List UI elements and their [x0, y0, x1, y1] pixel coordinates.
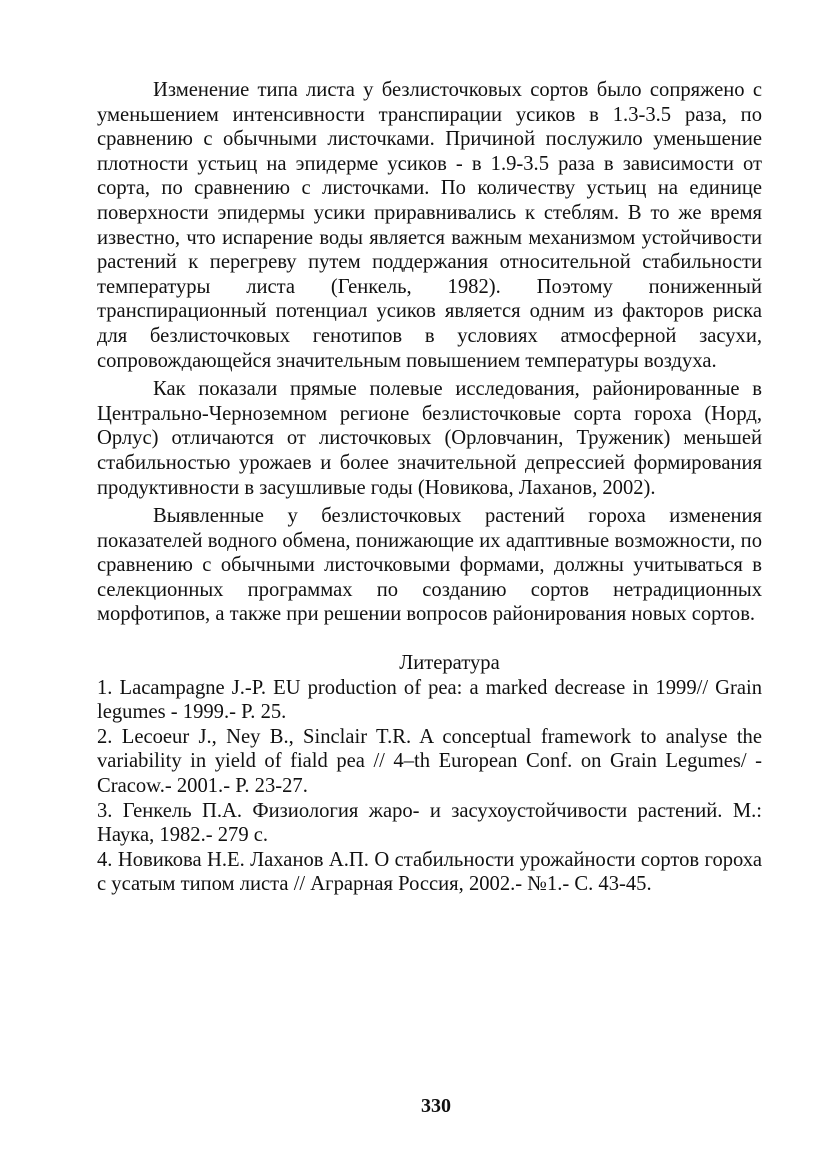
reference-item-4: 4. Новикова Н.Е. Лаханов А.П. О стабильности урожайности сортов гороха с усатым типом листа // Аграрная Россия, 2002.- №1.- С. 43-45.: [97, 848, 762, 896]
reference-item-3: 3. Генкель П.А. Физиология жаро- и засухоустойчивости растений. М.: Наука, 1982.- 279 с.: [97, 799, 762, 847]
reference-item-1: 1. Lacampagne J.-P. EU production of pea: a marked decrease in 1999// Grain legumes - 1999.- P. 25.: [97, 676, 762, 724]
document-page: [97, 78, 762, 897]
reference-item-2: 2. Lecoeur J., Ney B., Sinclair T.R. A conceptual framework to analyse the variability in yield of fiald pea // 4–th European Conf. on Grain Legumes/ - Cracow.- 2001.- P. 23-27.: [97, 725, 762, 798]
reference-list: [97, 676, 762, 897]
body-paragraph-1: Изменение типа листа у безлисточковых сортов было сопряжено с уменьшением интенсивности транспирации усиков в 1.3-3.5 раза, по сравнению с обычными листочками. Причиной послужило уменьшение плотности устьиц на эпидерме усиков - в 1.9-3.5 раза в зависимости от сорта, по сравнению с листочками. По количеству устьиц на единице поверхности эпидермы усики приравнивались к стеблям. В то же время известно, что испарение воды является важным механизмом устойчивости растений к перегреву путем поддержания относительной стабильности температуры листа (Генкель, 1982). Поэтому пониженный транспирационный потенциал усиков является одним из факторов риска для безлисточковых генотипов в условиях атмосферной засухи, сопровождающейся значительным повышением температуры воздуха.: [97, 79, 762, 372]
body-paragraph-3: Выявленные у безлисточковых растений гороха изменения показателей водного обмена, понижающие их адаптивные возможности, по сравнению с обычными листочковыми формами, должны учитываться в селекционных программах по созданию сортов нетрадиционных морфотипов, а также при решении вопросов районирования новых сортов.: [97, 505, 762, 626]
page-number: 330: [421, 1095, 451, 1117]
body-paragraph-2: Как показали прямые полевые исследования, районированные в Центрально-Черноземном регионе безлисточковые сорта гороха (Норд, Орлус) отличаются от листочковых (Орловчанин, Труженик) меньшей стабильностью урожаев и более значительной депрессией формирования продуктивности в засушливые годы (Новикова, Лаханов, 2002).: [97, 378, 762, 499]
literature-heading: Литература: [399, 652, 500, 675]
